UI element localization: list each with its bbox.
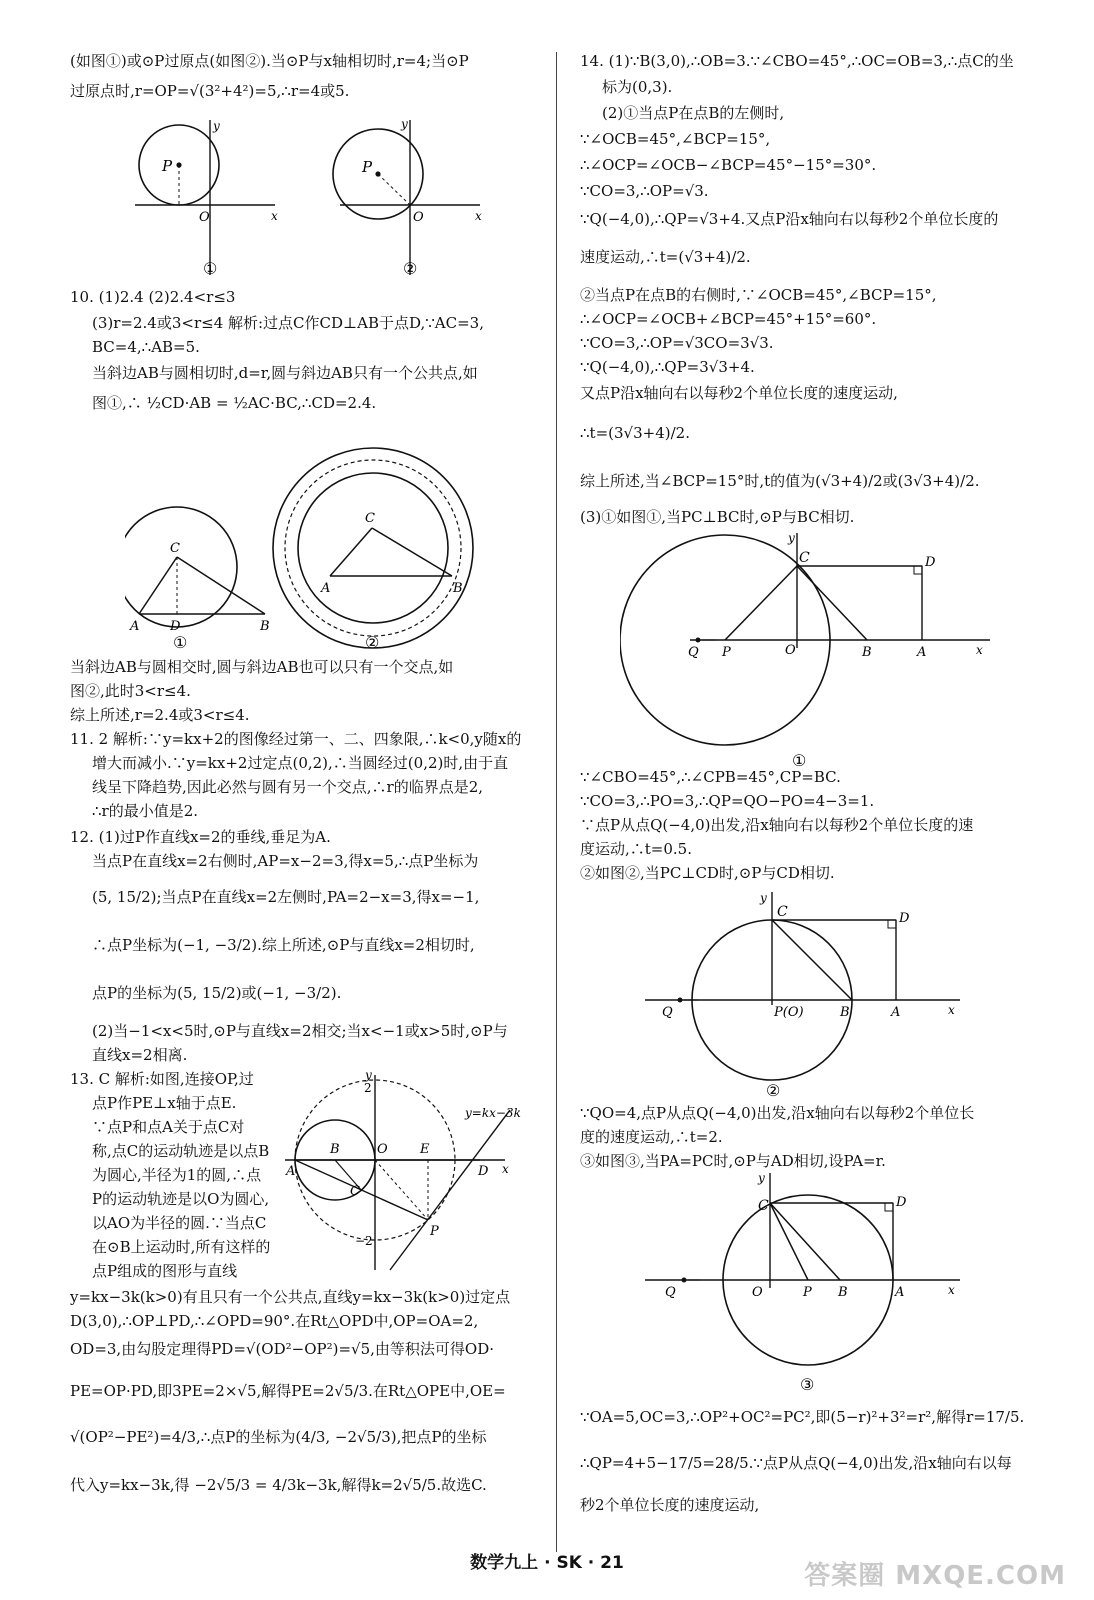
q11-line1: 11. 2 解析:∵y=kx+2的图像经过第一、二、四象限,∴k<0,y随x的 — [70, 730, 522, 748]
q10-line3: BC=4,∴AB=5. — [92, 338, 200, 356]
svg-text:x: x — [976, 643, 983, 657]
q13-line13: PE=OP·PD,即3PE=2×√5,解得PE=2√5/3.在Rt△OPE中,OE= — [70, 1382, 506, 1400]
svg-text:C: C — [758, 1198, 769, 1214]
watermark: 答案圈 MXQE.COM — [804, 1561, 1066, 1591]
q12-line1: 12. (1)过P作直线x=2的垂线,垂足为A. — [70, 828, 331, 846]
svg-text:x: x — [948, 1003, 955, 1017]
column-divider — [556, 52, 557, 1552]
svg-text:A: A — [891, 1005, 901, 1020]
q14-line22: ∵QO=4,点P从点Q(−4,0)出发,沿x轴向右以每秒2个单位长 — [580, 1104, 975, 1122]
svg-text:③: ③ — [800, 1375, 815, 1393]
q10-line1: 10. (1)2.4 (2)2.4<r≤3 — [70, 288, 236, 306]
svg-text:−2: −2 — [355, 1234, 373, 1248]
q9-f1-caption: ① — [203, 259, 218, 278]
q11-line4: ∴r的最小值是2. — [92, 802, 199, 820]
q14-line20: 度运动,∴t=0.5. — [580, 840, 692, 858]
q14-figure-3 — [640, 1168, 970, 1393]
svg-text:D: D — [899, 911, 910, 926]
q10-figure-2 — [273, 448, 473, 650]
q11-line2: 增大而减小.∵y=kx+2过定点(0,2),∴当圆经过(0,2)时,由于直 — [92, 754, 509, 772]
svg-text:O: O — [752, 1285, 763, 1300]
q13-line3: ∵点P和点A关于点C对 — [92, 1118, 245, 1136]
q12-line6: (2)当−1<x<5时,⊙P与直线x=2相交;当x<−1或x>5时,⊙P与 — [92, 1022, 508, 1040]
svg-text:A: A — [895, 1285, 905, 1300]
q14-line14: ∴t=(3√3+4)/2. — [580, 424, 690, 442]
svg-text:A: A — [286, 1164, 296, 1179]
q10-line7: 图②,此时3<r≤4. — [70, 682, 191, 700]
svg-text:Q: Q — [688, 645, 699, 660]
svg-text:D: D — [925, 555, 936, 570]
svg-text:B: B — [330, 1142, 340, 1157]
svg-text:x: x — [948, 1283, 955, 1297]
svg-text:P: P — [362, 158, 373, 176]
q14-line1: 14. (1)∵B(3,0),∴OB=3.∵∠CBO=45°,∴OC=OB=3,∴点C的坐 — [580, 52, 1014, 70]
svg-text:y: y — [213, 119, 220, 133]
q10-line4: 当斜边AB与圆相切时,d=r,圆与斜边AB只有一个公共点,如 — [92, 364, 478, 382]
svg-text:B: B — [453, 581, 463, 596]
q14-line24: ③如图③,当PA=PC时,⊙P与AD相切,设PA=r. — [580, 1152, 886, 1170]
q14-line13: 又点P沿x轴向右以每秒2个单位长度的速度运动, — [580, 384, 898, 402]
q14-line17: ∵∠CBO=45°,∴∠CPB=45°,CP=BC. — [580, 768, 841, 786]
svg-text:y=kx−3k: y=kx−3k — [465, 1106, 521, 1120]
svg-text:y: y — [760, 891, 767, 905]
q14-line3: (2)①当点P在点B的左侧时, — [602, 104, 785, 122]
q14-line23: 度的速度运动,∴t=2. — [580, 1128, 723, 1146]
q13-line11: D(3,0),∴OP⊥PD,∴∠OPD=90°.在Rt△OPD中,OP=OA=2, — [70, 1312, 479, 1330]
q10-line6: 当斜边AB与圆相交时,圆与斜边AB也可以只有一个交点,如 — [70, 658, 454, 676]
q14-line16: (3)①如图①,当PC⊥BC时,⊙P与BC相切. — [580, 508, 855, 526]
svg-text:O: O — [377, 1142, 388, 1157]
q13-line2: 点P作PE⊥x轴于点E. — [92, 1094, 237, 1112]
q9-figures — [125, 110, 555, 285]
page-footer: 数学九上 · SK · 21 — [470, 1553, 624, 1573]
svg-text:A: A — [321, 581, 331, 596]
svg-text:y: y — [401, 117, 408, 131]
svg-text:O: O — [785, 643, 796, 658]
q11-line3: 线呈下降趋势,因此必然与圆有另一个交点,∴r的临界点是2, — [92, 778, 484, 796]
q13-line15: 代入y=kx−3k,得 −2√5/3 = 4/3k−3k,解得k=2√5/5.故选C. — [70, 1476, 487, 1494]
svg-text:O: O — [199, 210, 210, 225]
svg-text:A: A — [130, 619, 140, 634]
q12-line7: 直线x=2相离. — [92, 1046, 188, 1064]
q14-line5: ∴∠OCP=∠OCB−∠BCP=45°−15°=30°. — [580, 156, 877, 174]
q14-line21: ②如图②,当PC⊥CD时,⊙P与CD相切. — [580, 864, 835, 882]
svg-text:C: C — [799, 550, 810, 566]
svg-text:B: B — [838, 1285, 848, 1300]
q9-f1-label-P: P — [162, 157, 173, 175]
svg-text:x: x — [475, 209, 482, 223]
q14-line9: ②当点P在点B的右侧时,∵∠OCB=45°,∠BCP=15°, — [580, 286, 937, 304]
svg-text:D: D — [170, 619, 181, 634]
svg-text:x: x — [271, 209, 278, 223]
q9-line1: (如图①)或⊙P过原点(如图②).当⊙P与x轴相切时,r=4;当⊙P — [70, 52, 469, 70]
q12-line3: (5, 15/2);当点P在直线x=2左侧时,PA=2−x=3,得x=−1, — [92, 888, 480, 906]
q10-line2: (3)r=2.4或3<r≤4 解析:过点C作CD⊥AB于点D,∵AC=3, — [92, 314, 484, 332]
q14-line15: 综上所述,当∠BCP=15°时,t的值为(√3+4)/2或(3√3+4)/2. — [580, 472, 980, 490]
svg-text:B: B — [260, 619, 270, 634]
q13-line6: P的运动轨迹是以O为圆心, — [92, 1190, 270, 1208]
svg-text:C: C — [365, 511, 375, 526]
q14-line10: ∴∠OCP=∠OCB+∠BCP=45°+15°=60°. — [580, 310, 877, 328]
svg-text:D: D — [896, 1195, 907, 1210]
svg-text:B: B — [840, 1005, 850, 1020]
q13-line8: 在⊙B上运动时,所有这样的 — [92, 1238, 271, 1256]
svg-text:x: x — [502, 1162, 509, 1176]
svg-text:B: B — [862, 645, 872, 660]
svg-text:②: ② — [766, 1081, 781, 1100]
svg-text:Q: Q — [662, 1005, 673, 1020]
q13-line10: y=kx−3k(k>0)有且只有一个公共点,直线y=kx−3k(k>0)过定点 — [70, 1288, 511, 1306]
svg-text:P: P — [803, 1285, 812, 1300]
q9-line2: 过原点时,r=OP=√(3²+4²)=5,∴r=4或5. — [70, 82, 350, 100]
q14-line25: ∵OA=5,OC=3,∴OP²+OC²=PC²,即(5−r)²+3²=r²,解得r=17/5. — [580, 1408, 1025, 1426]
svg-text:②: ② — [365, 633, 380, 650]
q13-line4: 称,点C的运动轨迹是以点B — [92, 1142, 270, 1160]
q12-line5: 点P的坐标为(5, 15/2)或(−1, −3/2). — [92, 984, 342, 1002]
q13-figure — [280, 1065, 540, 1280]
q14-line19: ∵点P从点Q(−4,0)出发,沿x轴向右以每秒2个单位长度的速 — [580, 816, 974, 834]
svg-text:y: y — [758, 1171, 765, 1185]
q10-line5: 图①,∴ ½CD·AB = ½AC·BC,∴CD=2.4. — [92, 394, 377, 412]
svg-text:C: C — [350, 1184, 360, 1199]
svg-text:y: y — [365, 1068, 372, 1082]
q9-figure-1 — [135, 119, 278, 278]
svg-text:①: ① — [173, 633, 188, 650]
svg-text:D: D — [478, 1164, 489, 1179]
q12-line2: 当点P在直线x=2右侧时,AP=x−2=3,得x=5,∴点P坐标为 — [92, 852, 479, 870]
svg-text:Q: Q — [665, 1285, 676, 1300]
svg-text:O: O — [413, 210, 424, 225]
q14-figure-1 — [620, 528, 1040, 768]
q14-line18: ∵CO=3,∴PO=3,∴QP=QO−PO=4−3=1. — [580, 792, 875, 810]
svg-text:P: P — [430, 1224, 439, 1239]
q13-line9: 点P组成的图形与直线 — [92, 1262, 238, 1280]
q10-figure-1 — [125, 507, 270, 650]
q10-figures — [125, 430, 545, 650]
q14-line11: ∵CO=3,∴OP=√3CO=3√3. — [580, 334, 774, 352]
q14-line6: ∵CO=3,∴OP=√3. — [580, 182, 709, 200]
q13-line5: 为圆心,半径为1的圆,∴点 — [92, 1166, 262, 1184]
svg-text:A: A — [917, 645, 927, 660]
svg-text:P(O): P(O) — [774, 1005, 804, 1020]
q14-line27: 秒2个单位长度的速度运动, — [580, 1496, 760, 1514]
q14-line4: ∵∠OCB=45°,∠BCP=15°, — [580, 130, 771, 148]
svg-text:2: 2 — [364, 1081, 372, 1095]
q14-line2: 标为(0,3). — [602, 78, 673, 96]
q13-line1: 13. C 解析:如图,连接OP,过 — [70, 1070, 254, 1088]
svg-text:P: P — [722, 645, 731, 660]
q12-line4: ∴点P坐标为(−1, −3/2).综上所述,⊙P与直线x=2相切时, — [92, 936, 475, 954]
svg-text:C: C — [170, 541, 180, 556]
svg-text:①: ① — [792, 751, 807, 768]
q13-line14: √(OP²−PE²)=4/3,∴点P的坐标为(4/3, −2√5/3),把点P的坐标 — [70, 1428, 487, 1446]
q13-line7: 以AO为半径的圆.∵当点C — [92, 1214, 267, 1232]
svg-text:E: E — [420, 1142, 430, 1157]
q13-line12: OD=3,由勾股定理得PD=√(OD²−OP²)=√5,由等积法可得OD· — [70, 1340, 494, 1358]
q14-figure-2 — [640, 880, 970, 1100]
q14-line26: ∴QP=4+5−17/5=28/5.∵点P从点Q(−4,0)出发,沿x轴向右以每 — [580, 1454, 1012, 1472]
q14-line8: 速度运动,∴t=(√3+4)/2. — [580, 248, 751, 266]
svg-text:C: C — [777, 904, 788, 920]
q9-f2-caption: ② — [403, 259, 418, 278]
q14-line12: ∵Q(−4,0),∴QP=3√3+4. — [580, 358, 755, 376]
q14-line7: ∵Q(−4,0),∴QP=√3+4.又点P沿x轴向右以每秒2个单位长度的 — [580, 210, 999, 228]
svg-text:y: y — [788, 531, 795, 545]
q10-line8: 综上所述,r=2.4或3<r≤4. — [70, 706, 250, 724]
q9-figure-2 — [333, 117, 482, 278]
